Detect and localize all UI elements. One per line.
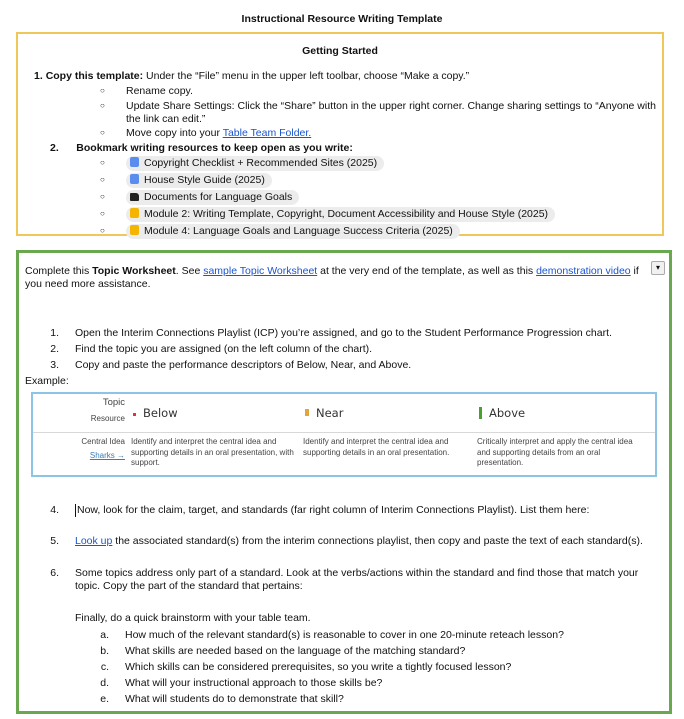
resource-chip[interactable] <box>126 190 299 205</box>
row-topic: Central Idea <box>81 437 125 446</box>
step-number: 5. <box>50 535 59 547</box>
step-1-text: Under the “File” menu in the upper left toolbar, choose “Make a copy.” <box>143 70 470 82</box>
question-c: Which skills can be considered prerequisites, so you write a tightly focused lesson? <box>125 661 512 673</box>
step-2-text: Find the topic you are assigned (on the left column of the chart). <box>75 343 373 355</box>
intro-text: Complete this <box>25 265 93 277</box>
bullet-icon: ○ <box>100 226 105 235</box>
step-5-text: the associated standard(s) from the interim connections playlist, then copy and paste the text of each standard(s). <box>112 535 643 547</box>
intro-text: at the very end of the template, as well as this <box>317 265 537 277</box>
example-label: Example: <box>25 375 69 387</box>
bullet-icon: ○ <box>100 209 105 218</box>
near-descriptor: Identify and interpret the central idea and supporting details in an oral presentation. <box>303 437 450 457</box>
step-2-number: 2. <box>50 142 59 154</box>
table-team-folder-link[interactable]: Table Team Folder. <box>222 127 312 139</box>
below-label: Below <box>143 406 178 420</box>
resource-chip-label: Module 2: Writing Template, Copyright, Document Accessibility and House Style (2025) <box>144 208 549 220</box>
question-letter: d. <box>100 677 109 689</box>
getting-started-box <box>16 32 664 236</box>
folder-icon <box>130 193 139 201</box>
step-5 <box>75 535 643 548</box>
bullet-icon: ○ <box>100 175 105 184</box>
step-1 <box>34 70 469 83</box>
question-letter: b. <box>100 645 109 657</box>
resource-chip-label: Copyright Checklist + Recommended Sites (2025) <box>144 157 378 169</box>
resource-chip-label: Documents for Language Goals <box>144 191 293 203</box>
getting-started-heading: Getting Started <box>302 45 378 57</box>
bullet-icon: ○ <box>100 128 105 137</box>
bullet-icon: ○ <box>100 192 105 201</box>
intro-text: if you need more assistance. <box>25 265 639 290</box>
slides-icon <box>130 208 139 218</box>
demonstration-video-link[interactable]: demonstration video <box>536 265 631 277</box>
step-number: 6. <box>50 567 59 579</box>
topic-worksheet-box <box>16 250 672 714</box>
question-e: What will students do to demonstrate that skill? <box>125 693 344 705</box>
step-2-bold: Bookmark writing resources to keep open as you write: <box>76 142 353 154</box>
step-2 <box>50 142 353 155</box>
below-level <box>133 406 178 420</box>
step-number: 3. <box>50 359 59 371</box>
above-descriptor: Critically interpret and apply the central idea and supporting details from an oral presentation. <box>477 437 633 467</box>
example-table-header <box>33 394 655 433</box>
question-letter: a. <box>100 629 109 641</box>
near-label: Near <box>316 406 344 420</box>
doc-icon <box>130 174 139 184</box>
sharks-link[interactable]: Sharks → <box>89 451 125 460</box>
bullet-icon: ○ <box>100 158 105 167</box>
example-table <box>31 392 657 477</box>
above-marker <box>479 407 482 419</box>
look-up-link[interactable]: Look up <box>75 535 113 547</box>
step-number: 2. <box>50 343 59 355</box>
above-level <box>479 406 525 420</box>
step-number: 1. <box>50 327 59 339</box>
resource-chip[interactable] <box>126 156 384 171</box>
question-d: What will your instructional approach to those skills be? <box>125 677 383 689</box>
slides-icon <box>130 225 139 235</box>
near-level <box>305 406 343 420</box>
document-title: Instructional Resource Writing Template <box>241 13 443 25</box>
question-letter: e. <box>100 693 109 705</box>
below-descriptor: Identify and interpret the central idea and supporting details in an oral presentation, with support. <box>131 437 294 467</box>
bullet-3-prefix: Move copy into your <box>126 127 223 139</box>
worksheet-intro <box>25 265 651 291</box>
step-number: 4. <box>50 504 59 516</box>
step-1-bullet-1: Rename copy. <box>126 85 193 97</box>
above-label: Above <box>489 406 526 420</box>
topic-header: Topic <box>102 397 125 408</box>
brainstorm-text: Finally, do a quick brainstorm with your table team. <box>75 612 311 624</box>
resource-chip[interactable] <box>126 224 460 239</box>
step-3-text: Copy and paste the performance descriptors of Below, Near, and Above. <box>75 359 412 371</box>
intro-text: . See <box>175 265 204 277</box>
bullet-icon: ○ <box>100 101 105 110</box>
resource-chip[interactable] <box>126 207 555 222</box>
resource-chip-label: House Style Guide (2025) <box>144 174 265 186</box>
chevron-down-icon[interactable]: ▾ <box>651 261 665 275</box>
step-1-bullet-3 <box>126 127 311 140</box>
question-a: How much of the relevant standard(s) is reasonable to cover in one 20-minute reteach lesson? <box>125 629 564 641</box>
sample-worksheet-link[interactable]: sample Topic Worksheet <box>203 265 318 277</box>
intro-bold: Topic Worksheet <box>92 265 176 277</box>
step-4-text[interactable]: Now, look for the claim, target, and standards (far right column of Interim Connections Playlist). List them here: <box>77 504 590 516</box>
question-letter: c. <box>100 661 109 673</box>
near-marker <box>305 409 309 416</box>
step-1-bold: Copy this template: <box>45 70 144 82</box>
resource-header: Resource <box>90 414 125 423</box>
step-1-bullet-2: Update Share Settings: Click the “Share” button in the upper right corner. Change sharing settings to “Anyone with the link can edit.” <box>126 100 656 125</box>
doc-icon <box>130 157 139 167</box>
resource-chip-label: Module 4: Language Goals and Language Success Criteria (2025) <box>144 225 453 237</box>
step-1-number: 1. <box>34 70 43 82</box>
step-6-text: Some topics address only part of a standard. Look at the verbs/actions within the standard and find those that match your topic. Copy the part of the standard that pertains: <box>75 567 639 592</box>
step-1-text: Open the Interim Connections Playlist (ICP) you’re assigned, and go to the Student Performance Progression chart. <box>75 327 612 339</box>
resource-chip[interactable] <box>126 173 272 188</box>
below-marker <box>133 413 136 416</box>
question-b: What skills are needed based on the language of the matching standard? <box>125 645 466 657</box>
bullet-icon: ○ <box>100 86 105 95</box>
